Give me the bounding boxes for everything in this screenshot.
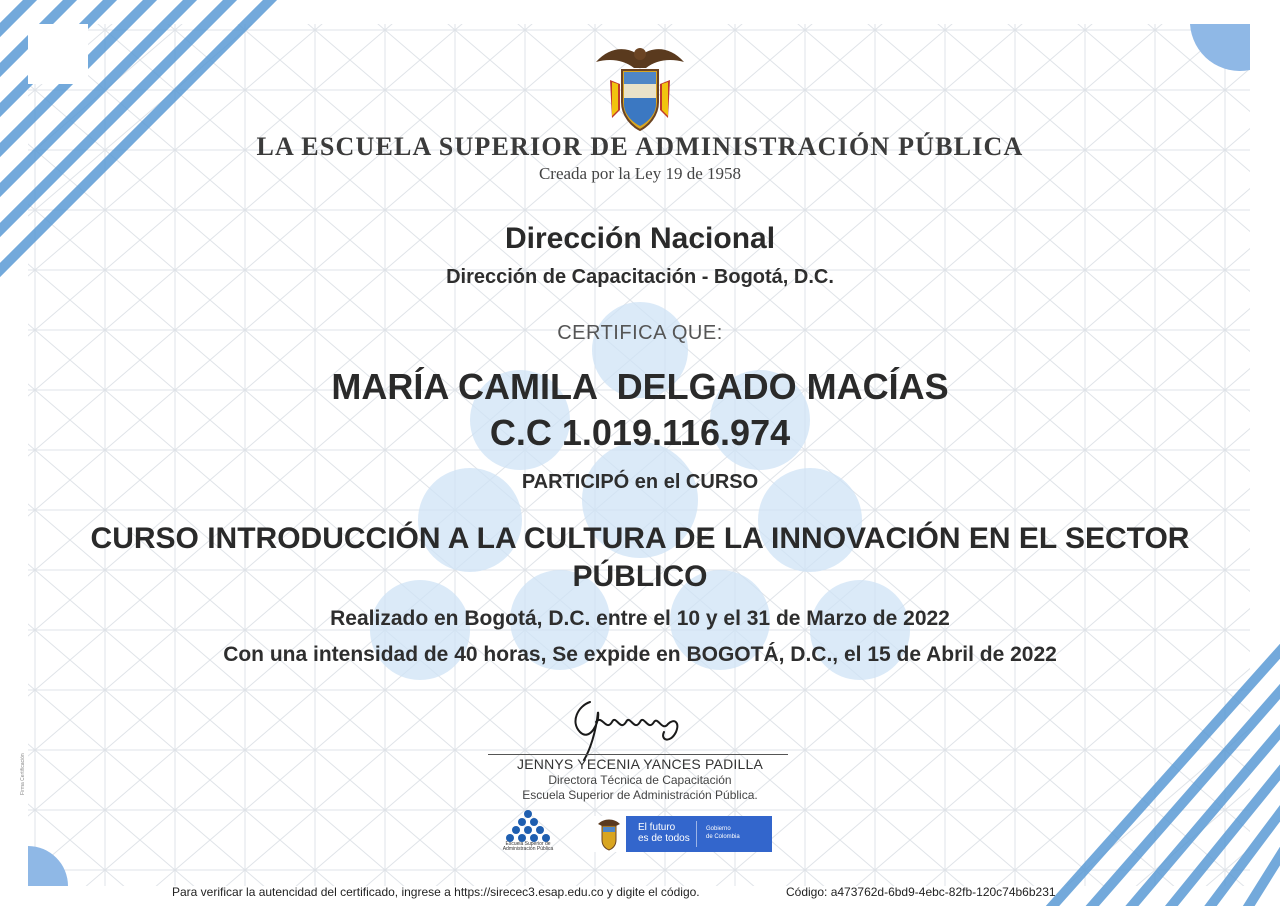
coat-of-arms-icon	[590, 40, 690, 136]
side-note: Firma Certificación	[20, 753, 26, 795]
gov-label-line1: Gobierno	[706, 826, 731, 832]
verification-text: Para verificar la autencidad del certificado, ingrese a https://sirecec3.esap.edu.co y digite el código.	[172, 885, 700, 899]
certifies-label: CERTIFICA QUE:	[557, 322, 723, 344]
course-intensity: Con una intensidad de 40 horas, Se expide en BOGOTÁ, D.C., el 15 de Abril de 2022	[223, 643, 1057, 666]
direction-title: Dirección Nacional	[504, 222, 776, 255]
course-title: CURSO INTRODUCCIÓN A LA CULTURA DE LA INNOVACIÓN EN EL SECTOR PÚBLICO	[90, 522, 1190, 593]
colombia-shield-icon	[592, 816, 626, 852]
participated-label: PARTICIPÓ en el CURSO	[521, 471, 759, 493]
signatory-organization: Escuela Superior de Administración Pública.	[522, 788, 758, 802]
government-logo	[592, 816, 772, 852]
signatory-name: JENNYS YECENIA YANCES PADILLA	[517, 756, 763, 772]
institution-subtitle: Creada por la Ley 19 de 1958	[538, 164, 742, 183]
gov-label-line2: de Colombia	[706, 834, 740, 840]
recipient-name: MARÍA CAMILA DELGADO MACÍAS	[331, 366, 949, 407]
gov-slogan-line2: es de todos	[638, 833, 690, 844]
signatory-role: Directora Técnica de Capacitación	[548, 773, 732, 787]
verification-code: Código: a473762d-6bd9-4ebc-82fb-120c74b6b231	[786, 885, 1056, 899]
gov-blue-panel	[626, 816, 772, 852]
course-dates: Realizado en Bogotá, D.C. entre el 10 y el 31 de Marzo de 2022	[330, 607, 950, 630]
gov-slogan-line1: El futuro	[638, 822, 676, 833]
signature-image	[560, 692, 700, 762]
gov-separator	[696, 821, 697, 847]
esap-logo-text: Escuela Superior de Administración Pública	[502, 841, 554, 852]
direction-subtitle: Dirección de Capacitación - Bogotá, D.C.	[446, 266, 834, 288]
recipient-id: C.C 1.019.116.974	[489, 412, 791, 453]
signature-line	[488, 754, 788, 755]
institution-name: LA ESCUELA SUPERIOR DE ADMINISTRACIÓN PÚBLICA	[256, 132, 1024, 161]
